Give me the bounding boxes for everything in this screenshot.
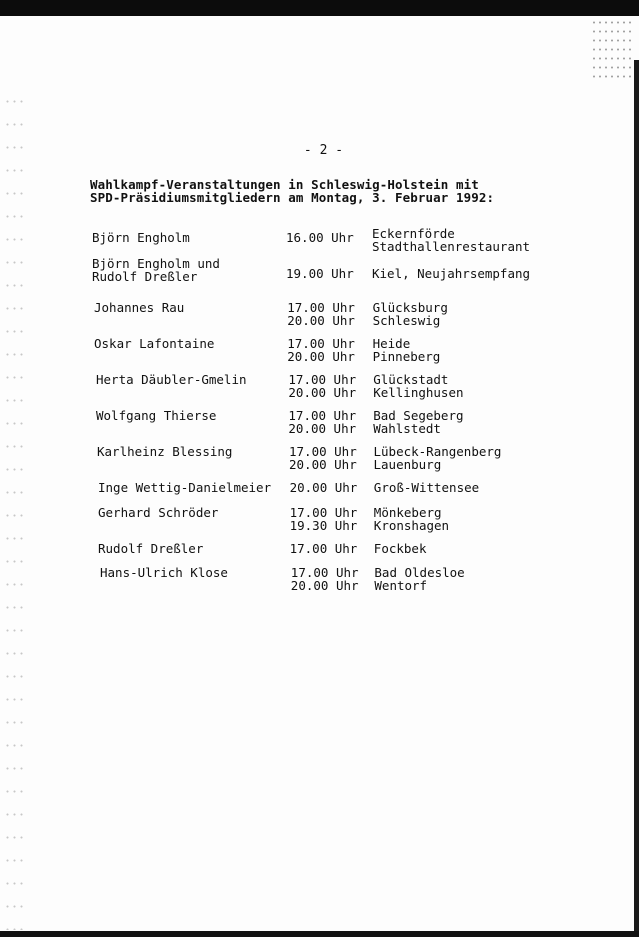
entry-time: 17.00 Uhr (288, 408, 357, 423)
entry-times (291, 567, 359, 592)
entry-place: Bad Oldesloe (374, 565, 465, 580)
entry-times (286, 232, 354, 245)
entry-place: Mönkeberg (373, 505, 442, 520)
entry-time: 20.00 Uhr (287, 348, 355, 364)
entry-times (290, 507, 358, 532)
entry-name (96, 410, 216, 423)
entry-name (92, 232, 190, 245)
entry-name-line: Johannes Rau (94, 300, 185, 315)
scan-noise-left (4, 90, 26, 930)
entry-place: Stadthallenrestaurant (372, 238, 531, 254)
entry-times (286, 268, 354, 281)
entry-name (94, 302, 184, 315)
entry-place: Glücksburg (372, 300, 448, 315)
entry-time: 17.00 Uhr (288, 372, 357, 387)
entry-place: Kiel, Neujahrsempfang (372, 266, 531, 281)
entry-places (374, 567, 464, 592)
entry-time: 16.00 Uhr (286, 230, 354, 245)
entry-name (98, 507, 218, 520)
entry-time: 17.00 Uhr (289, 444, 357, 459)
entry-place: Lauenburg (373, 456, 442, 472)
entry-times (290, 543, 358, 556)
entry-time: 17.00 Uhr (289, 541, 358, 556)
entry-times (288, 374, 356, 399)
entry-time: 20.00 Uhr (287, 312, 355, 328)
entry-place: Wentorf (374, 577, 428, 593)
entry-name (98, 482, 271, 495)
scan-bottom-edge (0, 931, 639, 937)
entry-time: 20.00 Uhr (289, 480, 358, 495)
entry-name-line: Björn Engholm (92, 230, 190, 245)
entry-time: 19.00 Uhr (286, 266, 354, 281)
entry-place: Kellinghusen (373, 384, 464, 400)
entry-name-line: Herta Däubler-Gmelin (96, 372, 247, 387)
scan-noise-right (591, 18, 631, 78)
entry-place: Fockbek (373, 541, 427, 556)
entry-places (374, 543, 427, 556)
entry-time: 19.30 Uhr (289, 517, 358, 533)
entry-place: Pinneberg (372, 348, 441, 364)
entry-name-line: Björn Engholm und (92, 256, 220, 271)
entry-name-line: Gerhard Schröder (98, 505, 219, 520)
entry-place: Glückstadt (373, 372, 449, 387)
entry-name-line: Karlheinz Blessing (97, 444, 233, 459)
document-heading (90, 178, 494, 203)
entry-place: Bad Segeberg (373, 408, 464, 423)
entry-name-line: Hans-Ulrich Klose (100, 565, 228, 580)
entry-name (94, 338, 214, 351)
entry-name (92, 258, 220, 283)
entry-places (373, 410, 463, 435)
entry-time: 17.00 Uhr (287, 336, 355, 351)
page-number: - 2 - (303, 143, 344, 158)
entry-time: 20.00 Uhr (288, 420, 357, 436)
entry-place: Lübeck-Rangenberg (373, 444, 502, 459)
entry-time: 20.00 Uhr (289, 456, 357, 472)
entry-place: Schleswig (372, 312, 441, 328)
entry-places (373, 338, 441, 363)
entry-time: 17.00 Uhr (287, 300, 355, 315)
entry-times (287, 302, 355, 327)
entry-places (374, 507, 449, 532)
entry-times (287, 338, 355, 363)
entry-name-line: Rudolf Dreßler (98, 541, 204, 556)
entry-time: 20.00 Uhr (290, 577, 359, 593)
entry-name-line: Rudolf Dreßler (92, 268, 198, 284)
entry-place: Eckernförde (372, 226, 455, 241)
entry-places (373, 302, 448, 327)
scan-right-edge (634, 60, 639, 937)
scan-top-edge (0, 0, 639, 16)
entry-place: Wahlstedt (373, 420, 441, 436)
entry-places (374, 482, 479, 495)
entry-name-line: Inge Wettig-Danielmeier (98, 480, 272, 495)
entry-name (96, 374, 247, 387)
entry-places (374, 446, 502, 471)
entry-times (290, 482, 358, 495)
entry-name-line: Oskar Lafontaine (94, 336, 215, 351)
entry-places (373, 374, 463, 399)
entry-time: 17.00 Uhr (290, 565, 359, 580)
entry-places (372, 228, 530, 253)
entry-time: 17.00 Uhr (289, 505, 358, 520)
entry-place: Heide (372, 336, 411, 351)
entry-places (372, 268, 530, 281)
entry-place: Groß-Wittensee (373, 480, 480, 495)
entry-name (100, 567, 228, 580)
heading-line-2: SPD-Präsidiumsmitgliedern am Montag, 3. Februar 1992: (90, 189, 495, 205)
entry-times (289, 446, 357, 471)
entry-name (97, 446, 232, 459)
heading-line-1: Wahlkampf-Veranstaltungen in Schleswig-Holstein mit (90, 177, 479, 192)
entry-place: Kronshagen (373, 517, 450, 533)
entry-name-line: Wolfgang Thierse (96, 408, 217, 423)
entry-times (288, 410, 356, 435)
entry-time: 20.00 Uhr (288, 384, 357, 400)
entry-name (98, 543, 203, 556)
